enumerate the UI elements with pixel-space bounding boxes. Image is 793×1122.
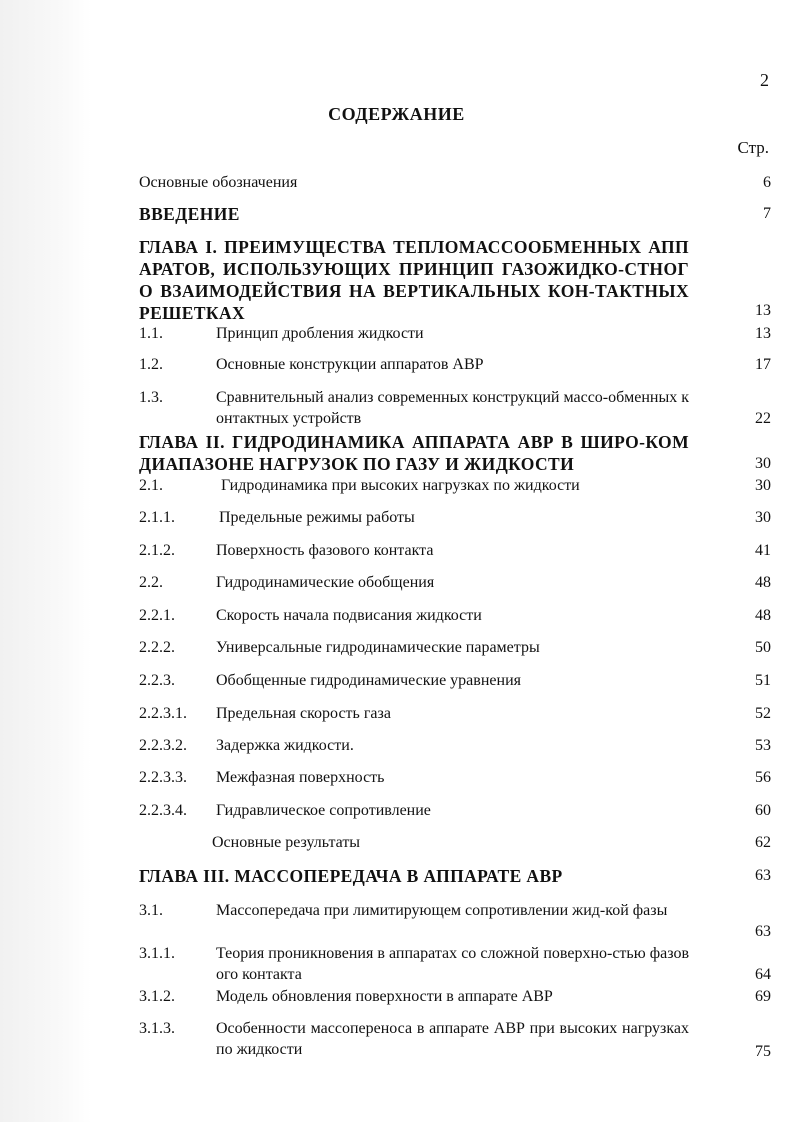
toc-entry-number: 3.1.3. — [139, 1020, 175, 1037]
toc-entry-text: Основные результаты — [212, 834, 361, 851]
toc-entry-page: 52 — [755, 705, 771, 722]
toc-entry-number: 2.2.3. — [139, 672, 175, 689]
toc-entry-page: 22 — [755, 410, 771, 427]
toc-entry-text: Гидродинамические обобщения — [216, 574, 435, 591]
toc-entry-text: Сравнительный анализ современных конструкций массо-обменных контактных устройств — [216, 389, 689, 427]
toc-entry-text: ВВЕДЕНИЕ — [139, 204, 240, 224]
toc-entry-text: Массопередача при лимитирующем сопротивлении жид-кой фазы — [216, 902, 668, 919]
toc-entry-page: 75 — [755, 1043, 771, 1060]
toc-entry-number: 1.1. — [139, 325, 163, 342]
toc-entry-text: Предельная скорость газа — [216, 705, 391, 722]
toc-entry-text: Задержка жидкости. — [216, 737, 354, 754]
toc-entry-number: 2.2.2. — [139, 639, 175, 656]
toc-entry-number: 2.2.3.2. — [139, 737, 187, 754]
toc-entry-page: 56 — [755, 769, 771, 786]
toc-entry-text: Принцип дробления жидкости — [216, 325, 424, 342]
toc-entry-page: 41 — [755, 542, 771, 559]
toc-entry-text: Особенности массопереноса в аппарате АВР при высоких нагрузках по жидкости — [216, 1020, 689, 1058]
toc-entry-text: Гидродинамика при высоких нагрузках по жидкости — [221, 477, 580, 494]
toc-entry-page: 50 — [755, 639, 771, 656]
toc-entry-page: 6 — [763, 174, 771, 191]
toc-entry-number: 1.3. — [139, 389, 163, 406]
toc-entry-number: 3.1.1. — [139, 945, 175, 962]
toc-entry-text: Межфазная поверхность — [216, 769, 385, 786]
toc-entry-text: Теория проникновения в аппаратах со сложной поверхно-стью фазового контакта — [216, 945, 689, 983]
page-title: СОДЕРЖАНИЕ — [328, 104, 465, 124]
toc-entry-number: 2.2.3.1. — [139, 705, 187, 722]
toc-entry-text: Модель обновления поверхности в аппарате АВР — [216, 988, 553, 1005]
toc-entry-number: 1.2. — [139, 356, 163, 373]
toc-entry-page: 13 — [755, 302, 771, 319]
toc-entry-text: Предельные режимы работы — [219, 509, 415, 526]
toc-entry-text: Универсальные гидродинамические параметры — [216, 639, 540, 656]
scan-edge-shadow — [0, 0, 92, 1122]
toc-entry-number: 3.1.2. — [139, 988, 175, 1005]
toc-entry-page: 7 — [763, 205, 771, 222]
page-column-header: Стр. — [737, 138, 769, 157]
toc-entry-number: 3.1. — [139, 902, 163, 919]
toc-entry-text: Скорость начала подвисания жидкости — [216, 607, 482, 624]
toc-entry-text: ГЛАВА I. ПРЕИМУЩЕСТВА ТЕПЛОМАССООБМЕННЫХ АППАРАТОВ, ИСПОЛЬЗУЮЩИХ ПРИНЦИП ГАЗОЖИДКО-СТНОГО ВЗАИМОДЕЙСТВИЯ НА ВЕРТИКАЛЬНЫХ КОН-ТАКТНЫХ РЕШЕТКАХ — [139, 237, 689, 323]
toc-entry-text: Поверхность фазового контакта — [216, 542, 434, 559]
toc-entry-text: ГЛАВА III. МАССОПЕРЕДАЧА В АППАРАТЕ АВР — [139, 866, 563, 886]
toc-entry-text: Гидравлическое сопротивление — [216, 802, 431, 819]
toc-entry-page: 69 — [755, 988, 771, 1005]
toc-entry-page: 48 — [755, 607, 771, 624]
toc-entry-number: 2.1. — [139, 477, 163, 494]
toc-entry-number: 2.2.3.3. — [139, 769, 187, 786]
toc-entry-number: 2.2.3.4. — [139, 802, 187, 819]
toc-entry-number: 2.2.1. — [139, 607, 175, 624]
toc-entry-page: 53 — [755, 737, 771, 754]
toc-entry-page: 13 — [755, 325, 771, 342]
toc-entry-page: 62 — [755, 834, 771, 851]
toc-entry-text: ГЛАВА II. ГИДРОДИНАМИКА АППАРАТА АВР В ШИРО-КОМ ДИАПАЗОНЕ НАГРУЗОК ПО ГАЗУ И ЖИДКОСТИ — [139, 432, 689, 474]
toc-entry-number: 2.2. — [139, 574, 163, 591]
toc-entry-page: 48 — [755, 574, 771, 591]
toc-entry-page: 30 — [755, 477, 771, 494]
toc-entry-text: Обобщенные гидродинамические уравнения — [216, 672, 521, 689]
toc-entry-text: Основные конструкции аппаратов АВР — [216, 356, 484, 373]
page-number: 2 — [760, 70, 769, 90]
toc-entry-page: 30 — [755, 455, 771, 472]
toc-entry-number: 2.1.1. — [139, 509, 175, 526]
toc-entry-page: 30 — [755, 509, 771, 526]
toc-entry-number: 2.1.2. — [139, 542, 175, 559]
toc-entry-text: Основные обозначения — [139, 174, 298, 191]
toc-entry-page: 60 — [755, 802, 771, 819]
toc-entry-page: 64 — [755, 966, 771, 983]
toc-entry-page: 63 — [755, 923, 771, 940]
toc-entry-page: 51 — [755, 672, 771, 689]
toc-entry-page: 17 — [755, 356, 771, 373]
toc-entry-page: 63 — [755, 867, 771, 884]
